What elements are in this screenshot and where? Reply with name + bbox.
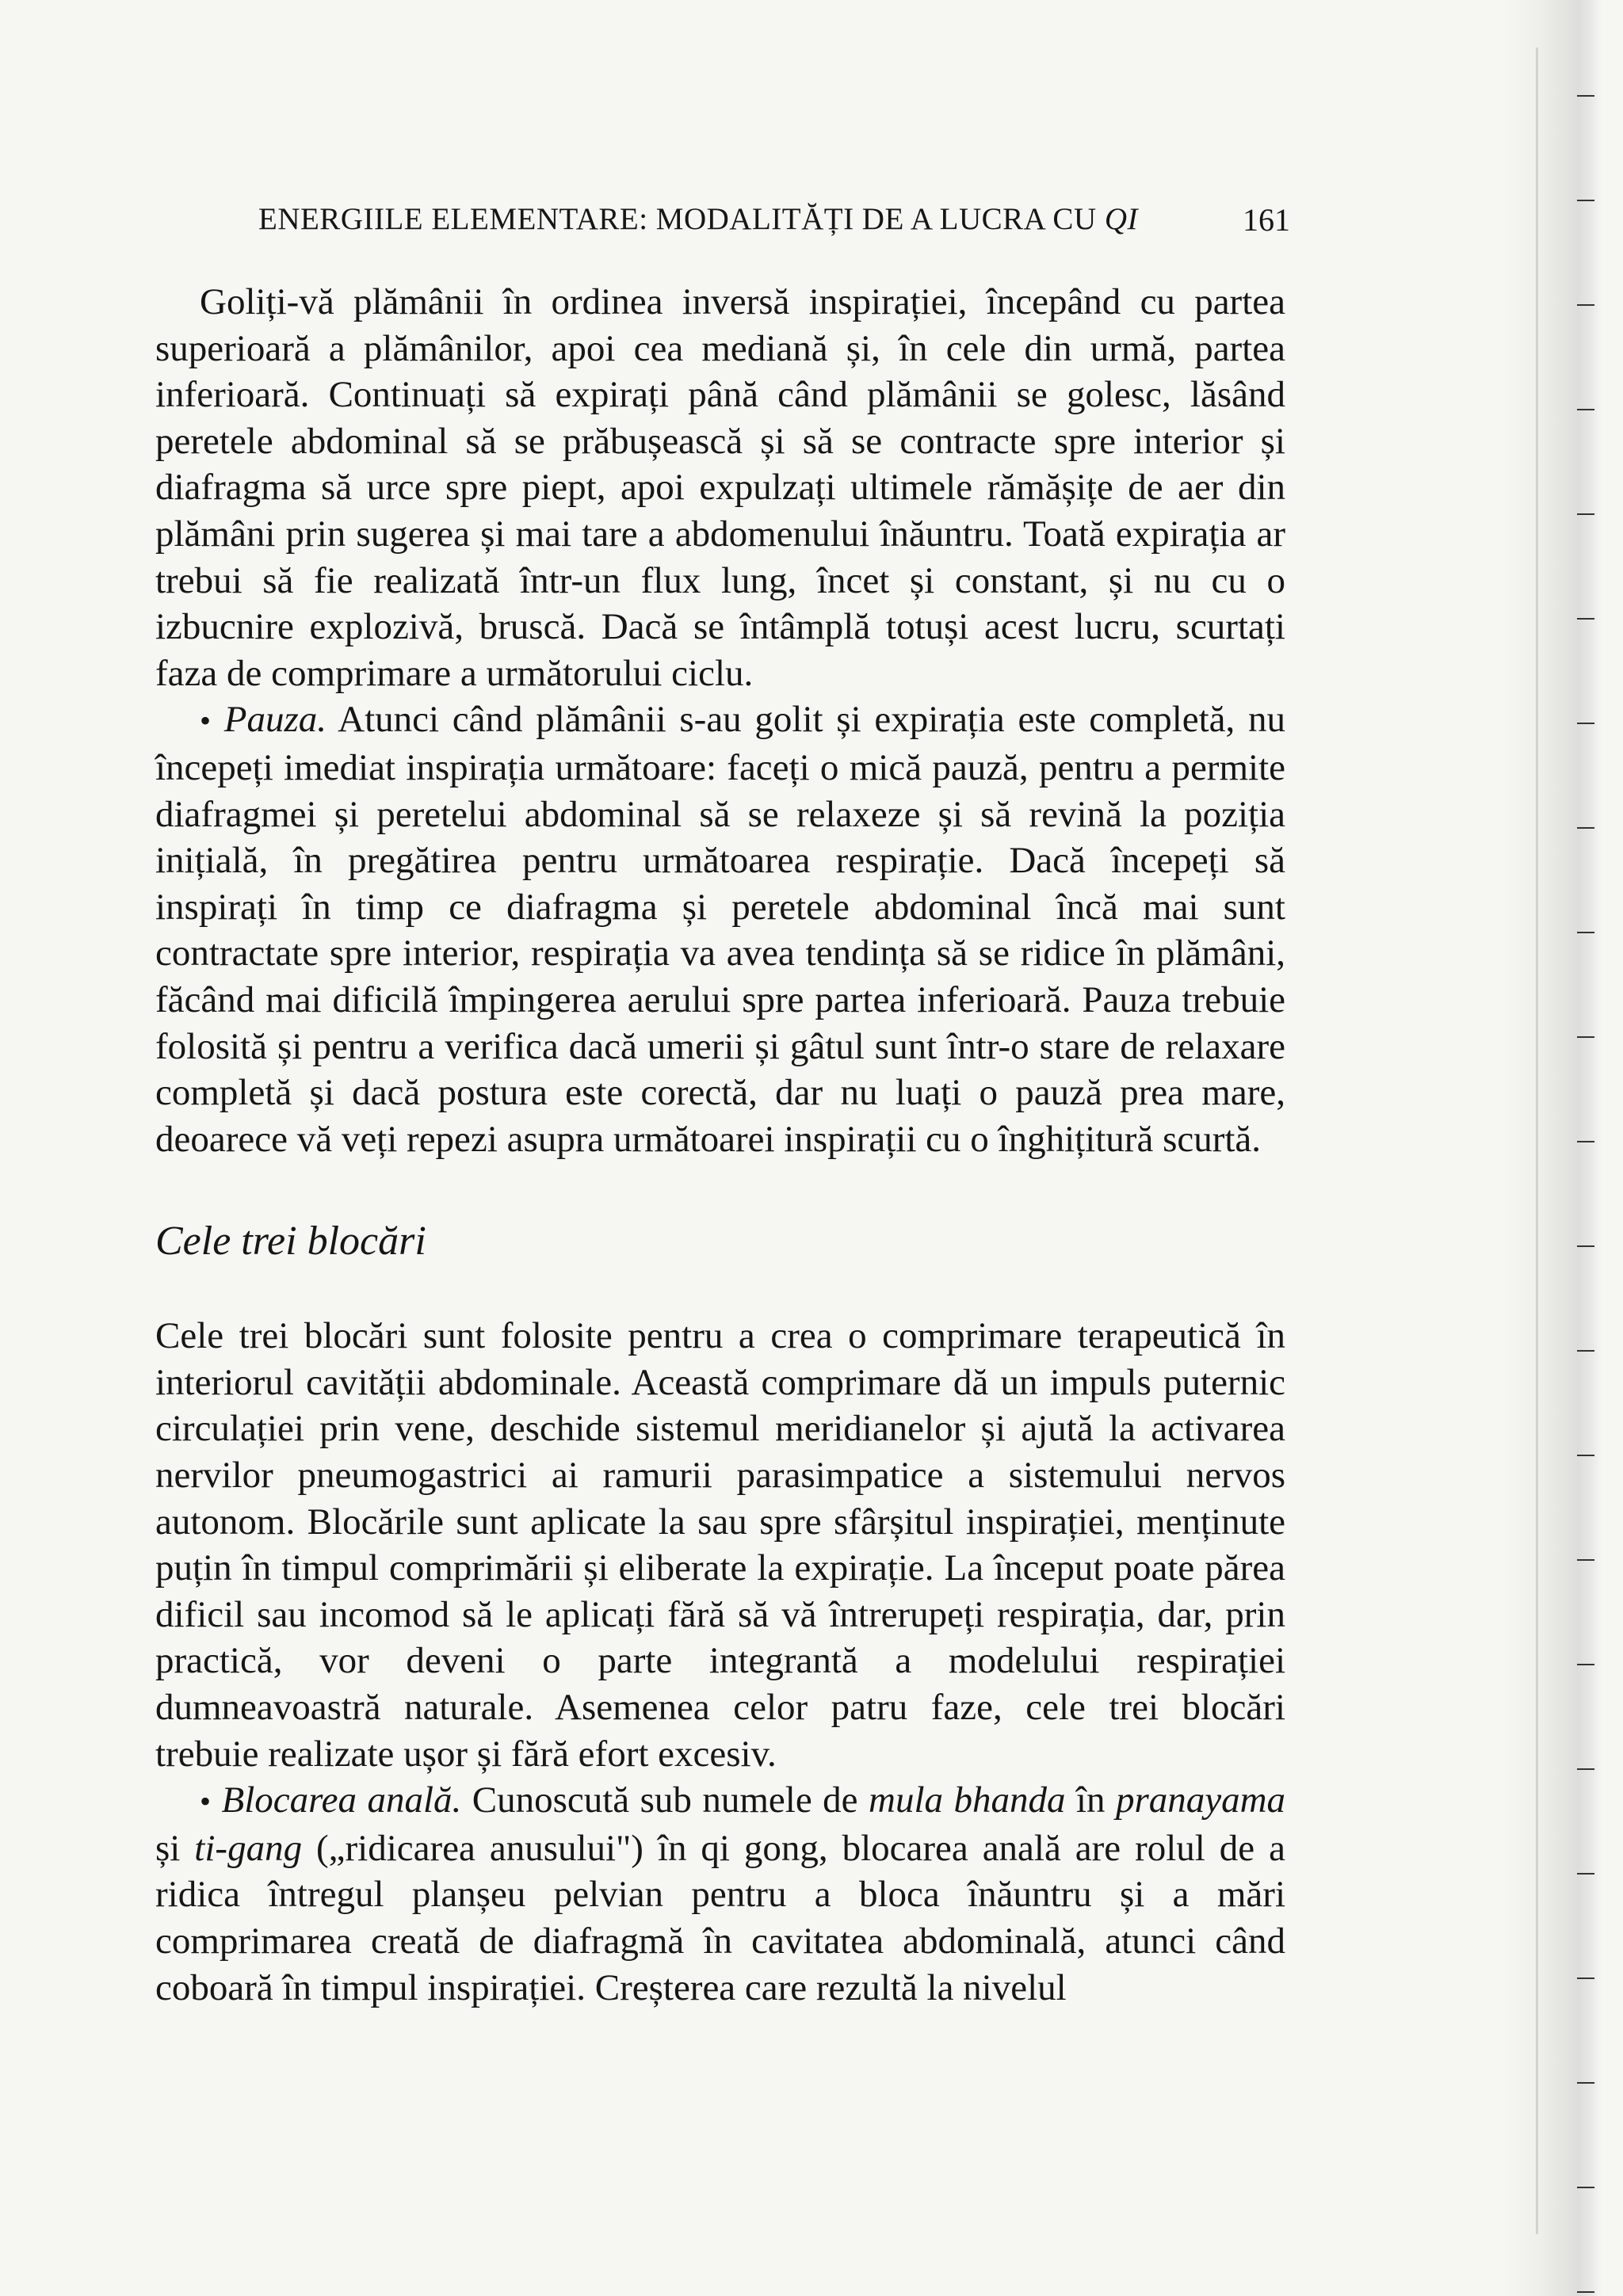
- paragraph-anal-lock: [155, 1777, 1285, 2011]
- term-pause: Pauza.: [223, 699, 327, 741]
- edge-mark: [1577, 2187, 1594, 2188]
- edge-mark: [1577, 2082, 1594, 2084]
- paragraph-pause: [155, 696, 1285, 1162]
- edge-mark: [1577, 1768, 1594, 1770]
- text-segment: („ridicarea anusului") în qi gong, blocarea anală are rolul de a ridica întregul planșeu pelvian pentru a bloca înăuntru și a mări comprimarea creată de diafragmă în cavitatea abdominală, atunci când coboară în timpul inspirației. Creșterea care rezultă la nivelul: [155, 1827, 1285, 2008]
- edge-mark: [1577, 723, 1594, 724]
- bullet-icon: •: [200, 703, 212, 739]
- text-segment: Cunoscută sub numele de: [461, 1779, 869, 1821]
- page-edge-marks: [1577, 0, 1609, 2296]
- section-heading: Cele trei blocări: [155, 1219, 426, 1264]
- edge-mark: [1577, 409, 1594, 410]
- edge-mark: [1577, 1141, 1594, 1142]
- edge-mark: [1577, 200, 1594, 201]
- term-ti-gang: ti-gang: [194, 1827, 303, 1869]
- paragraph-three-locks: Cele trei blocări sunt folosite pentru a crea o comprimare terapeutică în interiorul cavității abdominale. Această comprimare dă un impuls puternic circulației prin vene, deschide sistemul meridianelor și ajută la activarea nervilor pneumogastrici ai ramurii parasimpatice a sistemului nervos autonom. Blocările sunt aplicate la sau spre sfârșitul inspirației, menținute puțin în timpul comprimării și eliberate la expirație. La început poate părea dificil sau incomod să le aplicați fără să vă întrerupeți respirația, dar, prin practică, vor deveni o parte integrantă a modelului respirației dumneavoastră naturale. Asemenea celor patru faze, cele trei blocări trebuie realizate ușor și fără efort excesiv.: [155, 1315, 1285, 1775]
- running-head-title: ENERGIILE ELEMENTARE: MODALITĂȚI DE A LUCRA CU: [258, 202, 1105, 236]
- term-pranayama: pranayama: [1115, 1779, 1286, 1821]
- edge-mark: [1577, 618, 1594, 620]
- bullet-icon: •: [200, 1783, 212, 1820]
- edge-mark: [1577, 2291, 1594, 2293]
- edge-mark: [1577, 1873, 1594, 1875]
- page-number: 161: [1243, 202, 1290, 238]
- edge-mark: [1577, 932, 1594, 933]
- spine-line: [1536, 48, 1538, 2234]
- edge-mark: [1577, 1978, 1594, 1979]
- edge-mark: [1577, 304, 1594, 306]
- term-mula-bhanda: mula bhanda: [869, 1779, 1066, 1821]
- term-anal-lock: Blocarea anală.: [221, 1779, 462, 1821]
- text-segment: și: [155, 1827, 195, 1869]
- body-text: [155, 279, 1285, 2011]
- paragraph-pause-text: Atunci când plămânii s-au golit și expirația este completă, nu începeți imediat inspirația următoare: faceți o mică pauză, pentru a permite diafragmei și peretelui abdominal să se relaxeze și să revină la poziția inițială, în pregătirea pentru următoarea respirație. Dacă începeți să inspirați în timp ce diafragma și peretele abdominal încă mai sunt contractate spre interior, respirația va avea tendința să se ridice în plămâni, făcând mai dificilă împingerea aerului spre partea inferioară. Pauza trebuie folosită și pentru a verifica dacă umerii și gâtul sunt într-o stare de relaxare completă și dacă postura este corectă, dar nu luați o pauză prea mare, deoarece vă veți repezi asupra următoarei inspirații cu o înghițitură scurtă.: [155, 699, 1286, 1160]
- edge-mark: [1577, 1350, 1594, 1352]
- edge-mark: [1577, 1455, 1594, 1456]
- edge-mark: [1577, 1559, 1594, 1561]
- running-head: [258, 201, 1289, 237]
- edge-mark: [1577, 95, 1594, 97]
- edge-mark: [1577, 1245, 1594, 1247]
- running-head-qi: QI: [1104, 202, 1139, 236]
- edge-mark: [1577, 1664, 1594, 1665]
- text-segment: în: [1065, 1779, 1116, 1821]
- edge-mark: [1577, 1036, 1594, 1038]
- edge-mark: [1577, 827, 1594, 829]
- edge-mark: [1577, 513, 1594, 515]
- paragraph-exhale: Goliți-vă plămânii în ordinea inversă inspirației, începând cu partea superioară a plămânilor, apoi cea mediană și, în cele din urmă, partea inferioară. Continuați să expirați până când plămânii se golesc, lăsând peretele abdominal să se prăbușească și să se contracte spre interior și diafragma să urce spre piept, apoi expulzați ultimele rămășițe de aer din plămâni prin sugerea și mai tare a abdomenului înăuntru. Toată expirația ar trebui să fie realizată într-un flux lung, încet și constant, și nu cu o izbucnire explozivă, bruscă. Dacă se întâmplă totuși acest lucru, scurtați faza de comprimare a următorului ciclu.: [155, 281, 1285, 694]
